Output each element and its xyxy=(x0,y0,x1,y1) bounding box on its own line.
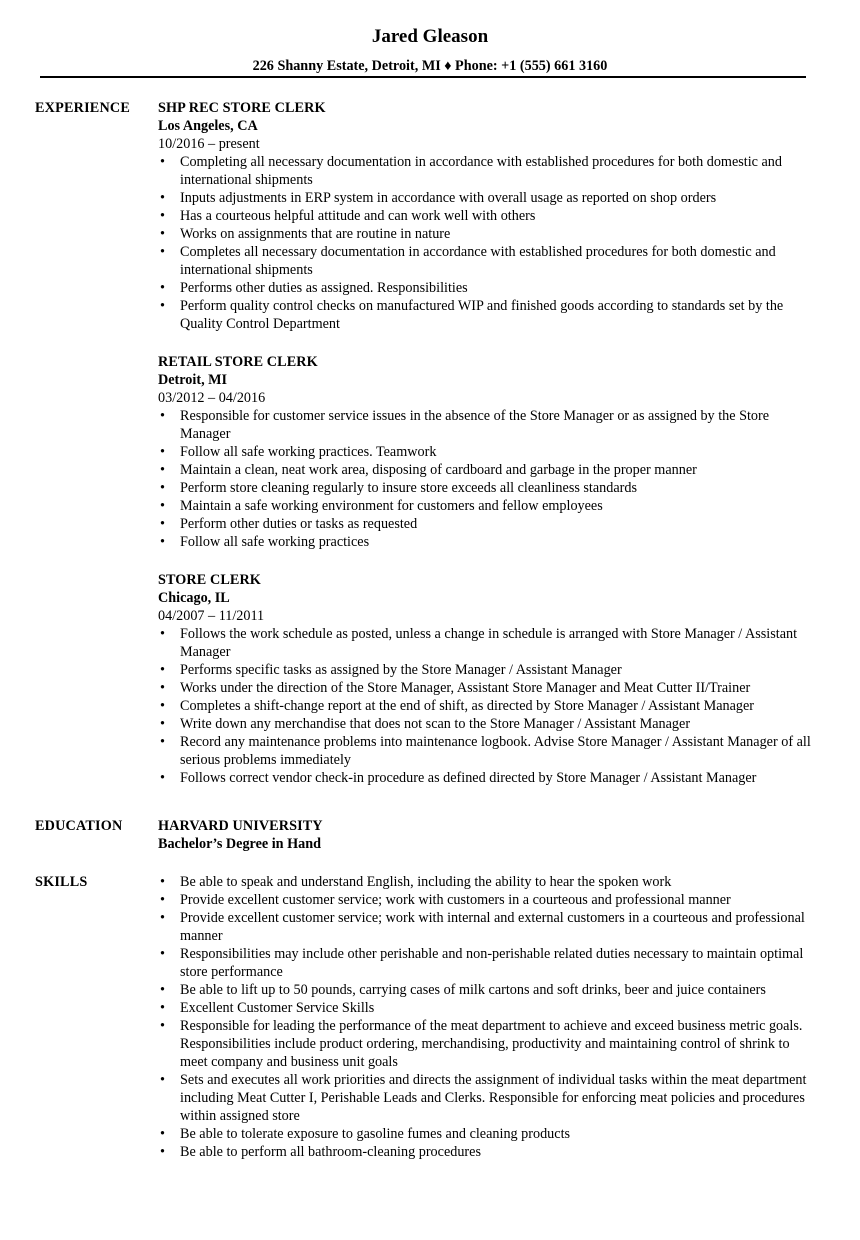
header-divider xyxy=(40,76,806,78)
job-location: Detroit, MI xyxy=(158,372,228,388)
list-item: • Be able to perform all bathroom-cleaning procedures xyxy=(158,1143,818,1161)
list-item: • Follows correct vendor check-in procedure as defined directed by Store Manager / Assistant Manager xyxy=(158,769,818,787)
list-item: • Write down any merchandise that does not scan to the Store Manager / Assistant Manager xyxy=(158,715,818,733)
list-item: • Follow all safe working practices. Teamwork xyxy=(158,443,818,461)
resume-header xyxy=(0,0,860,75)
list-item: • Record any maintenance problems into maintenance logbook. Advise Store Manager / Assistant Manager of all serious problems immediately xyxy=(158,733,818,769)
list-item: • Works on assignments that are routine in nature xyxy=(158,225,818,243)
job-location: Los Angeles, CA xyxy=(158,118,258,134)
job-entry xyxy=(158,99,818,333)
list-item: • Performs other duties as assigned. Responsibilities xyxy=(158,279,818,297)
job-bullets xyxy=(158,153,818,333)
experience-label: EXPERIENCE xyxy=(35,100,131,116)
list-item: • Works under the direction of the Store Manager, Assistant Store Manager and Meat Cutter II/Trainer xyxy=(158,679,818,697)
list-item: • Be able to tolerate exposure to gasoline fumes and cleaning products xyxy=(158,1125,818,1143)
list-item: • Maintain a clean, neat work area, disposing of cardboard and garbage in the proper manner xyxy=(158,461,818,479)
list-item: • Has a courteous helpful attitude and can work well with others xyxy=(158,207,818,225)
job-dates: 10/2016 – present xyxy=(158,136,260,152)
degree: Bachelor’s Degree in Hand xyxy=(158,836,322,852)
list-item: • Be able to speak and understand English, including the ability to hear the spoken work xyxy=(158,873,818,891)
job-entry xyxy=(158,571,818,787)
job-location: Chicago, IL xyxy=(158,590,230,606)
list-item: • Sets and executes all work priorities and directs the assignment of individual tasks within the meat department including Meat Cutter I, Perishable Leads and Clerks. Responsible for enforcing meat policies and procedures within assigned store xyxy=(158,1071,818,1125)
list-item: • Provide excellent customer service; work with customers in a courteous and professional manner xyxy=(158,891,818,909)
list-item: • Provide excellent customer service; work with internal and external customers in a courteous and professional manner xyxy=(158,909,818,945)
job-bullets xyxy=(158,407,818,551)
list-item: • Be able to lift up to 50 pounds, carrying cases of milk cartons and soft drinks, beer and juice containers xyxy=(158,981,818,999)
list-item: • Responsibilities may include other perishable and non-perishable related duties necessary to maintain optimal store performance xyxy=(158,945,818,981)
list-item: • Responsible for customer service issues in the absence of the Store Manager or as assigned by the Store Manager xyxy=(158,407,818,443)
skills-body xyxy=(158,873,818,1161)
job-dates: 03/2012 – 04/2016 xyxy=(158,390,266,406)
list-item: • Follows the work schedule as posted, unless a change in schedule is arranged with Store Manager / Assistant Manager xyxy=(158,625,818,661)
job-entry xyxy=(158,353,818,551)
skills-label: SKILLS xyxy=(35,874,88,890)
education-label: EDUCATION xyxy=(35,818,123,834)
skills-list xyxy=(158,873,818,1161)
list-item: • Completing all necessary documentation in accordance with established procedures for both domestic and international shipments xyxy=(158,153,818,189)
school-name: HARVARD UNIVERSITY xyxy=(158,818,323,834)
list-item: • Performs specific tasks as assigned by the Store Manager / Assistant Manager xyxy=(158,661,818,679)
list-item: • Completes all necessary documentation in accordance with established procedures for both domestic and international shipments xyxy=(158,243,818,279)
job-bullets xyxy=(158,625,818,787)
list-item: • Perform quality control checks on manufactured WIP and finished goods according to standards set by the Quality Control Department xyxy=(158,297,818,333)
list-item: • Excellent Customer Service Skills xyxy=(158,999,818,1017)
list-item: • Perform other duties or tasks as requested xyxy=(158,515,818,533)
experience-body xyxy=(158,99,818,807)
job-dates: 04/2007 – 11/2011 xyxy=(158,608,265,624)
list-item: • Inputs adjustments in ERP system in accordance with overall usage as reported on shop orders xyxy=(158,189,818,207)
candidate-name: Jared Gleason xyxy=(371,26,489,47)
list-item: • Perform store cleaning regularly to insure store exceeds all cleanliness standards xyxy=(158,479,818,497)
list-item: • Follow all safe working practices xyxy=(158,533,818,551)
job-title: RETAIL STORE CLERK xyxy=(158,354,318,370)
job-title: STORE CLERK xyxy=(158,572,261,588)
list-item: • Completes a shift-change report at the end of shift, as directed by Store Manager / Assistant Manager xyxy=(158,697,818,715)
list-item: • Responsible for leading the performance of the meat department to achieve and exceed business metric goals. Responsibilities include product ordering, merchandising, productivity and maintaining control of shrink to meet company and business unit goals xyxy=(158,1017,818,1071)
list-item: • Maintain a safe working environment for customers and fellow employees xyxy=(158,497,818,515)
contact-line: 226 Shanny Estate, Detroit, MI ♦ Phone: +1 (555) 661 3160 xyxy=(252,58,608,74)
education-body xyxy=(158,817,818,853)
job-title: SHP REC STORE CLERK xyxy=(158,100,326,116)
